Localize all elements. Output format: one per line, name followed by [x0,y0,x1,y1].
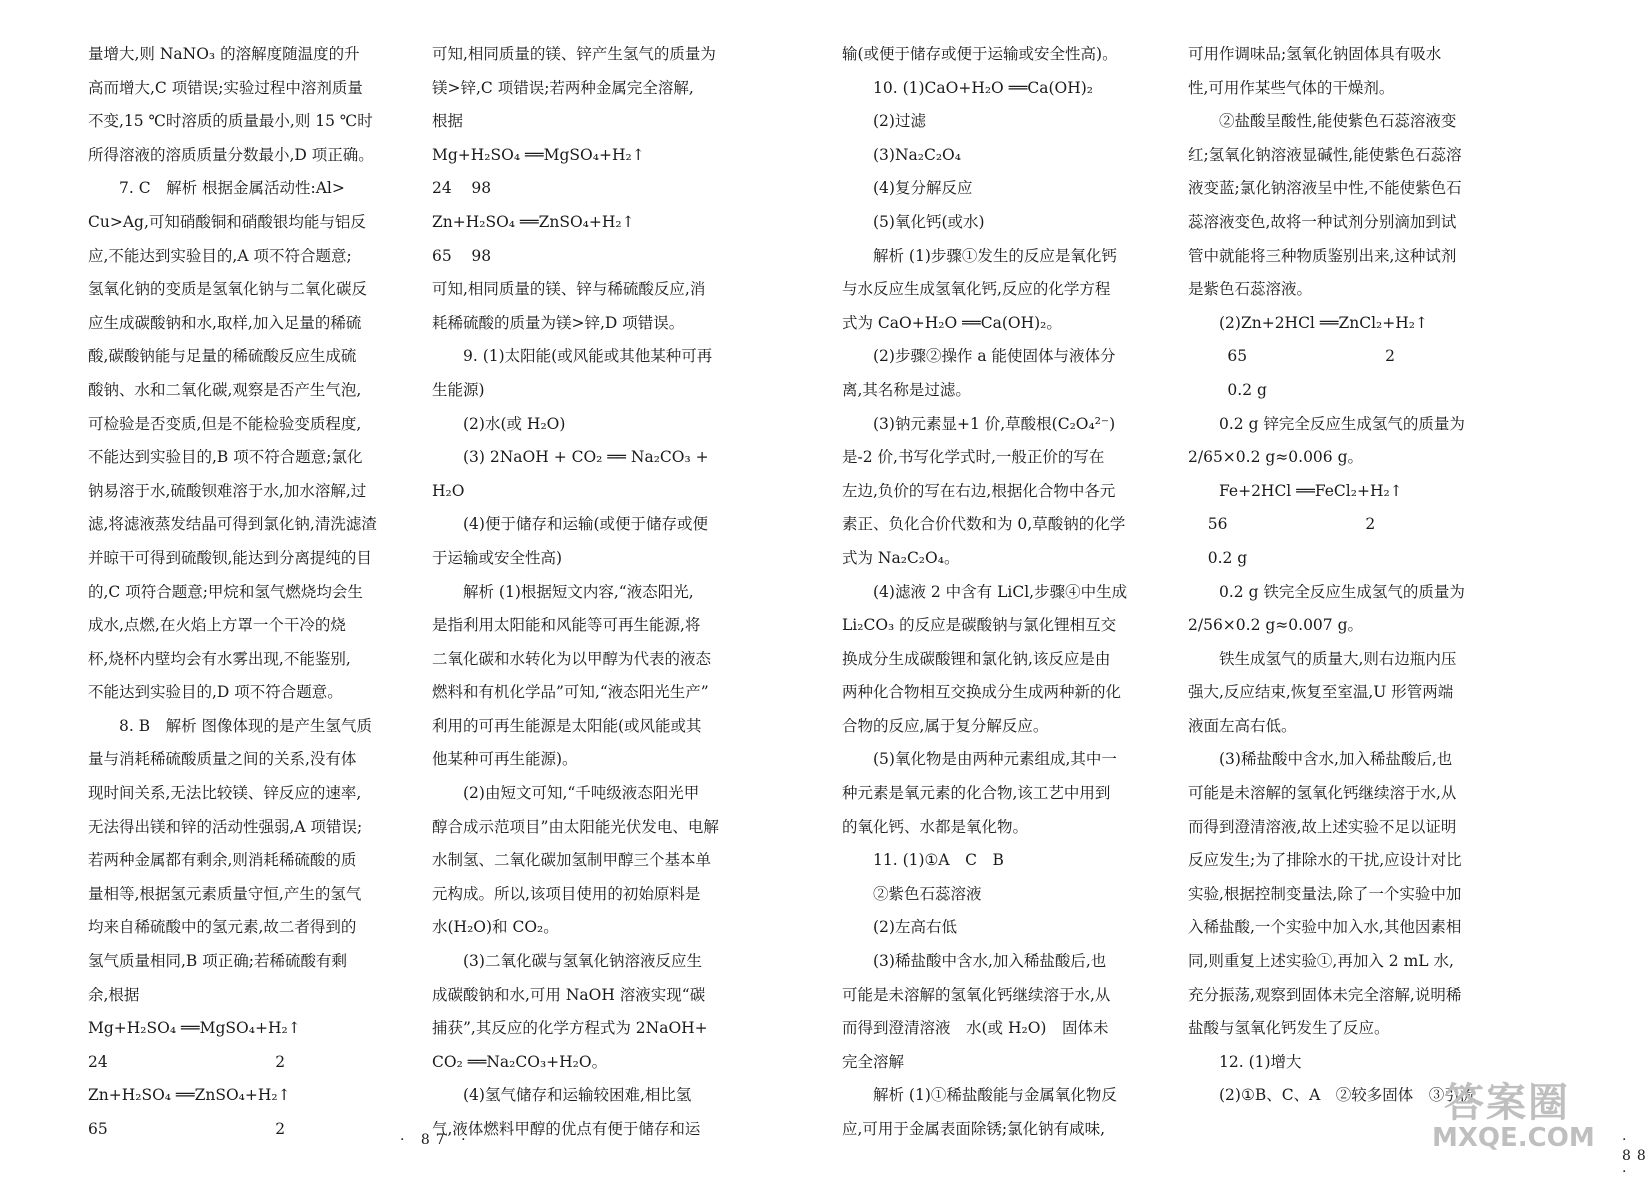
text-line: 捕获”,其反应的化学方程式为 2NaOH+ [432,1019,708,1038]
text-line: (2)水(或 H₂O) [463,414,566,433]
text-line: 蕊溶液变色,故将一种试剂分别滴加到试 [1188,212,1457,231]
text-line: 24 2 [88,1052,286,1071]
text-line: 式为 CaO+H₂O ══Ca(OH)₂。 [842,313,1062,332]
text-line: (4)滤液 2 中含有 LiCl,步骤④中生成 [873,582,1128,601]
page-number-left: · 87 · [400,1132,472,1148]
text-line: 燃料和有机化学品”可知,“液态阳光生产” [432,683,709,702]
watermark-url: MXQE.COM [1432,1123,1595,1153]
text-line: 完全溶解 [842,1052,905,1071]
text-line: 可能是未溶解的氢氧化钙继续溶于水,从 [1188,784,1457,803]
text-line: ②紫色石蕊溶液 [873,884,982,903]
text-line: (2)过滤 [873,112,926,131]
text-line: (2)左高右低 [873,918,957,937]
text-line: 素正、负化合价代数和为 0,草酸钠的化学 [842,515,1126,534]
text-line: 钠易溶于水,硫酸钡难溶于水,加水溶解,过 [88,481,367,500]
text-line: 盐酸与氢氧化钙发生了反应。 [1188,1019,1390,1038]
text-line: 可知,相同质量的镁、锌产生氢气的质量为 [432,45,716,63]
text-line: Cu>Ag,可知硝酸铜和硝酸银均能与铝反 [88,212,366,231]
text-line: 0.2 g 铁完全反应生成氢气的质量为 [1219,582,1465,601]
text-line: 56 2 [1188,515,1376,534]
page-number-right: · 88 · [1622,1132,1652,1180]
text-line: 并晾干可得到硫酸钡,能达到分离提纯的目 [88,548,372,567]
text-line: (3)Na₂C₂O₄ [873,145,961,164]
text-line: 可能是未溶解的氢氧化钙继续溶于水,从 [842,985,1111,1004]
text-line: 性,可用作某些气体的干燥剂。 [1188,78,1395,97]
text-line: 现时间关系,无法比较镁、锌反应的速率, [88,784,362,803]
text-line: 2/56×0.2 g≈0.007 g。 [1188,616,1364,635]
text-line: 解析 (1)①稀盐酸能与金属氧化物反 [873,1086,1117,1105]
text-line: 式为 Na₂C₂O₄。 [842,548,960,567]
text-line: 的,C 项符合题意;甲烷和氢气燃烧均会生 [88,582,363,601]
text-line: 余,根据 [88,985,140,1004]
text-line: 解析 (1)步骤①发生的反应是氧化钙 [873,246,1117,265]
text-line: 应生成碳酸钠和水,取样,加入足量的稀硫 [88,313,362,332]
left-page [0,0,800,1171]
text-line: 强大,反应结束,恢复至室温,U 形管两端 [1188,683,1454,702]
text-line: (2)Zn+2HCl ══ZnCl₂+H₂↑ [1219,313,1428,332]
text-line: 醇合成示范项目”由太阳能光伏发电、电解 [432,817,719,836]
text-line: 气,液体燃料甲醇的优点有便于储存和运 [432,1120,701,1138]
text-line: 左边,负价的写在右边,根据化合物中各元 [842,481,1116,500]
text-line: 杯,烧杯内壁均会有水雾出现,不能鉴别, [88,649,351,668]
text-line: 7. C 解析 根据金属活动性:Al> [119,179,345,198]
text-line: 是-2 价,书写化学式时,一般正价的写在 [842,448,1105,467]
text-line: 种元素是氧元素的化合物,该工艺中用到 [842,784,1111,803]
text-line: 充分振荡,观察到固体未完全溶解,说明稀 [1188,985,1462,1004]
text-line: 12. (1)增大 [1219,1052,1302,1071]
text-line: 量增大,则 NaNO₃ 的溶解度随温度的升 [88,45,360,63]
text-line: 元构成。所以,该项目使用的初始原料是 [432,884,701,903]
text-line: Mg+H₂SO₄ ══MgSO₄+H₂↑ [88,1019,301,1038]
text-line: 应,不能达到实验目的,A 项不符合题意; [88,246,352,265]
text-line: 耗稀硫酸的质量为镁>锌,D 项错误。 [432,313,685,332]
text-line: (4)氢气储存和运输较困难,相比氢 [463,1086,692,1105]
text-line: 入稀盐酸,一个实验中加入水,其他因素相 [1188,918,1462,937]
column-2 [432,38,774,1147]
text-line: Fe+2HCl ══FeCl₂+H₂↑ [1219,481,1403,500]
text-line: (3)稀盐酸中含水,加入稀盐酸后,也 [1219,750,1453,769]
text-line: 可检验是否变质,但是不能检验变质程度, [88,414,362,433]
text-line: 而得到澄清溶液 水(或 H₂O) 固体未 [842,1019,1109,1038]
text-line: (5)氧化物是由两种元素组成,其中一 [873,750,1117,769]
text-line: 24 98 [432,179,492,198]
text-line: (5)氧化钙(或水) [873,212,985,231]
watermark-logo [1432,1079,1595,1157]
text-line: 合物的反应,属于复分解反应。 [842,716,1049,735]
text-line: (2)步骤②操作 a 能使固体与液体分 [873,347,1116,366]
text-line: 9. (1)太阳能(或风能或其他某种可再 [463,347,713,366]
text-line: 管中就能将三种物质鉴别出来,这种试剂 [1188,246,1457,265]
text-line: 65 2 [1188,347,1395,366]
text-line: 反应发生;为了排除水的干扰,应设计对比 [1188,851,1462,870]
text-line: 无法得出镁和锌的活动性强弱,A 项错误; [88,817,363,836]
column-1 [88,38,430,1147]
text-line: 两种化合物相互交换成分生成两种新的化 [842,683,1122,702]
text-line: 于运输或安全性高) [432,548,563,567]
text-line: 0.2 g 锌完全反应生成氢气的质量为 [1219,414,1465,433]
text-line: 酸钠、水和二氧化碳,观察是否产生气泡, [88,380,362,399]
text-line: (2)①B、C、A ②较多固体 ③引流 [1219,1086,1476,1105]
text-line: H₂O [432,481,465,500]
text-line: 高而增大,C 项错误;实验过程中溶剂质量 [88,78,363,97]
text-line: 0.2 g [1188,548,1248,567]
text-line: 所得溶液的溶质质量分数最小,D 项正确。 [88,145,374,164]
text-line: 不变,15 ℃时溶质的质量最小,则 15 ℃时 [88,112,373,131]
text-line: 他某种可再生能源)。 [432,750,578,769]
text-line: 的氧化钙、水都是氧化物。 [842,817,1029,836]
text-line: 解析 (1)根据短文内容,“液态阳光, [463,582,694,601]
text-line: (2)由短文可知,“千吨级液态阳光甲 [463,784,700,803]
text-line: (4)便于储存和运输(或便于储存或便 [463,515,709,534]
text-line: 生能源) [432,380,485,399]
text-line: 11. (1)①A C B [873,851,1004,870]
text-line: 不能达到实验目的,B 项不符合题意;氯化 [88,448,363,467]
right-page [800,0,1652,1180]
text-line: ②盐酸呈酸性,能使紫色石蕊溶液变 [1219,112,1457,131]
column-3 [842,38,1184,1147]
text-line: 量与消耗稀硫酸质量之间的关系,没有体 [88,750,357,769]
text-line: 利用的可再生能源是太阳能(或风能或其 [432,716,702,735]
text-line: 镁>锌,C 项错误;若两种金属完全溶解, [432,78,694,97]
text-line: 红;氢氧化钠溶液显碱性,能使紫色石蕊溶 [1188,145,1462,164]
text-line: 二氧化碳和水转化为以甲醇为代表的液态 [432,649,712,668]
text-line: CO₂ ══Na₂CO₃+H₂O。 [432,1052,608,1071]
text-line: 不能达到实验目的,D 项不符合题意。 [88,683,343,702]
text-line: 氢气质量相同,B 项正确;若稀硫酸有剩 [88,952,347,971]
text-line: 应,可用于金属表面除锈;氯化钠有咸味, [842,1120,1106,1138]
text-line: 实验,根据控制变量法,除了一个实验中加 [1188,884,1462,903]
text-line: Mg+H₂SO₄ ══MgSO₄+H₂↑ [432,145,645,164]
text-line: 酸,碳酸钠能与足量的稀硫酸反应生成硫 [88,347,357,366]
text-line: 65 2 [88,1120,286,1138]
text-line: Zn+H₂SO₄ ══ZnSO₄+H₂↑ [432,212,635,231]
text-line: Li₂CO₃ 的反应是碳酸钠与氯化锂相互交 [842,616,1117,635]
text-line: 输(或便于储存或便于运输或安全性高)。 [842,45,1118,63]
text-line: (3)二氧化碳与氢氧化钠溶液反应生 [463,952,702,971]
watermark-title: 答案圈 [1444,1079,1570,1126]
text-line: 是紫色石蕊溶液。 [1188,280,1313,299]
text-line: 水(H₂O)和 CO₂。 [432,918,559,937]
text-line: 而得到澄清溶液,故上述实验不足以证明 [1188,817,1457,836]
text-line: 8. B 解析 图像体现的是产生氢气质 [119,716,373,735]
text-line: 换成分生成碳酸锂和氯化钠,该反应是由 [842,649,1111,668]
text-line: (4)复分解反应 [873,179,973,198]
text-line: (3)钠元素显+1 价,草酸根(C₂O₄²⁻) [873,414,1116,433]
column-4 [1188,38,1530,1113]
text-line: 滤,将滤液蒸发结晶可得到氯化钠,清洗滤渣 [88,515,377,534]
text-line: (3)稀盐酸中含水,加入稀盐酸后,也 [873,952,1107,971]
text-line: 0.2 g [1188,380,1267,399]
text-line: 铁生成氢气的质量大,则右边瓶内压 [1219,649,1457,668]
text-line: 成碳酸钠和水,可用 NaOH 溶液实现“碳 [432,985,706,1004]
text-line: 离,其名称是过滤。 [842,380,971,399]
text-line: 氢氧化钠的变质是氢氧化钠与二氧化碳反 [88,280,368,299]
text-line: 2/65×0.2 g≈0.006 g。 [1188,448,1364,467]
text-line: (3) 2NaOH + CO₂ ══ Na₂CO₃ + [463,448,709,467]
text-line: 同,则重复上述实验①,再加入 2 mL 水, [1188,952,1454,971]
text-line: 是指利用太阳能和风能等可再生能源,将 [432,616,701,635]
text-line: 10. (1)CaO+H₂O ══Ca(OH)₂ [873,78,1093,97]
text-line: 65 98 [432,246,492,265]
text-line: 成水,点燃,在火焰上方罩一个干冷的烧 [88,616,346,635]
text-line: 若两种金属都有剩余,则消耗稀硫酸的质 [88,851,357,870]
text-line: 根据 [432,112,464,131]
text-line: 量相等,根据氢元素质量守恒,产生的氢气 [88,884,362,903]
text-line: 均来自稀硫酸中的氢元素,故二者得到的 [88,918,357,937]
text-line: 可知,相同质量的镁、锌与稀硫酸反应,消 [432,280,706,299]
text-line: 液面左高右低。 [1188,716,1297,735]
text-line: Zn+H₂SO₄ ══ZnSO₄+H₂↑ [88,1086,291,1105]
text-line: 与水反应生成氢氧化钙,反应的化学方程 [842,280,1111,299]
text-line: 液变蓝;氯化钠溶液呈中性,不能使紫色石 [1188,179,1462,198]
text-line: 可用作调味品;氢氧化钠固体具有吸水 [1188,45,1442,63]
text-line: 水制氢、二氧化碳加氢制甲醇三个基本单 [432,851,712,870]
